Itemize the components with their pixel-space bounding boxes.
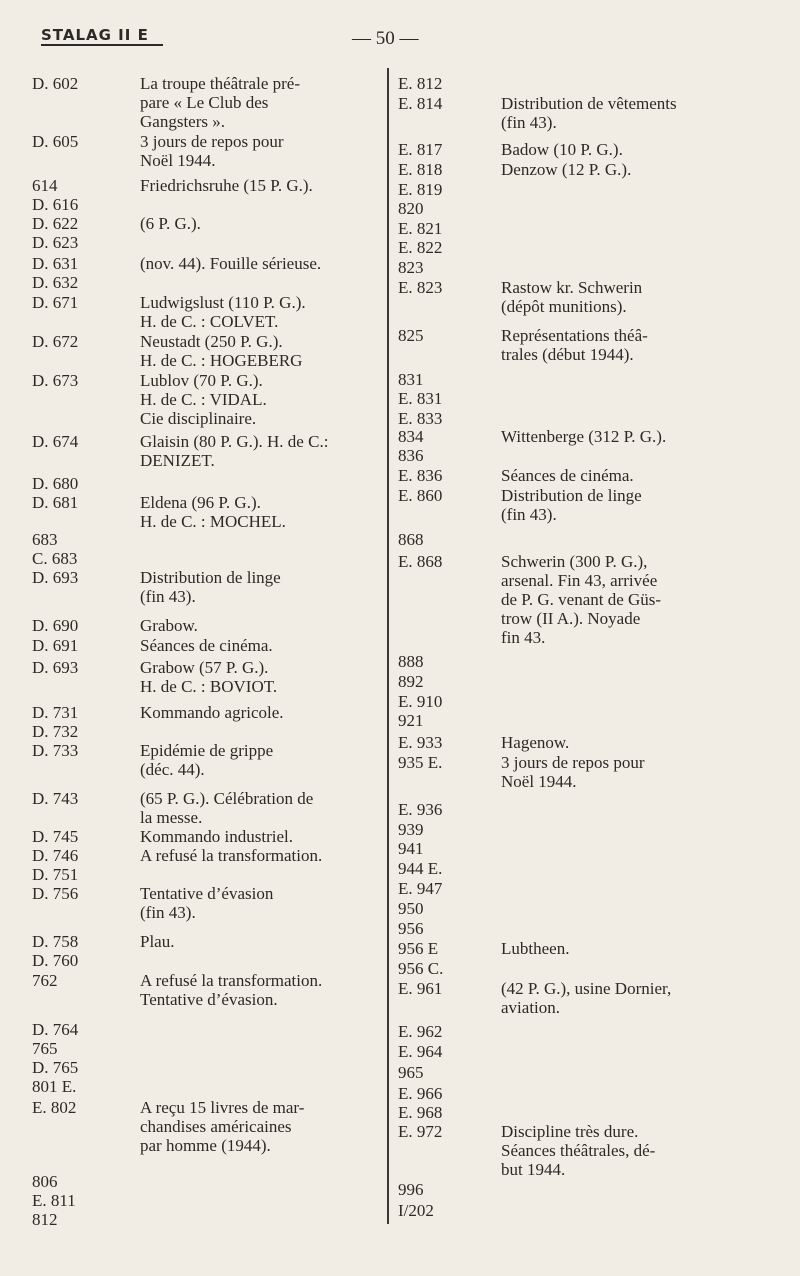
entry-code: E. 933 bbox=[398, 733, 443, 752]
entry-row bbox=[32, 703, 382, 722]
entry-code: D. 732 bbox=[32, 722, 79, 741]
entry-row bbox=[32, 371, 382, 428]
entry-description: Distribution de linge (fin 43). bbox=[140, 568, 281, 606]
entry-code: E. 968 bbox=[398, 1103, 443, 1122]
entry-code: E. 818 bbox=[398, 160, 443, 179]
entry-row bbox=[398, 753, 796, 791]
entry-code: 892 bbox=[398, 672, 424, 691]
column-divider bbox=[387, 68, 389, 1224]
entry-description: Friedrichsruhe (15 P. G.). bbox=[140, 176, 313, 195]
entry-row bbox=[398, 466, 796, 485]
entry-code: 944 E. bbox=[398, 859, 443, 878]
entry-code: D. 674 bbox=[32, 432, 79, 451]
entry-description: A refusé la transformation. bbox=[140, 846, 323, 865]
entry-code: I/202 bbox=[398, 1201, 434, 1220]
entry-description: (6 P. G.). bbox=[140, 214, 201, 233]
entry-description: Plau. bbox=[140, 932, 175, 951]
entry-row bbox=[398, 552, 796, 647]
entry-code: D. 605 bbox=[32, 132, 79, 151]
entry-code: E. 910 bbox=[398, 692, 443, 711]
entry-code: D. 731 bbox=[32, 703, 79, 722]
section-title: STALAG II E bbox=[41, 26, 149, 44]
entry-description: Denzow (12 P. G.). bbox=[501, 160, 632, 179]
entry-description: Hagenow. bbox=[501, 733, 570, 752]
entry-code: 836 bbox=[398, 446, 424, 465]
entry-row bbox=[398, 733, 796, 752]
entry-code: E. 836 bbox=[398, 466, 443, 485]
entry-row bbox=[398, 979, 796, 1017]
entry-code: D. 690 bbox=[32, 616, 79, 635]
entry-description: Lublov (70 P. G.). H. de C. : VIDAL. Cie disciplinaire. bbox=[140, 371, 267, 428]
entry-description: Schwerin (300 P. G.), arsenal. Fin 43, arrivée de P. G. venant de Güs- trow (II A.). Noyade fin 43. bbox=[501, 552, 662, 647]
entry-code: D. 756 bbox=[32, 884, 79, 903]
entry-description: Distribution de vêtements (fin 43). bbox=[501, 94, 677, 132]
entry-row bbox=[32, 971, 382, 1009]
entry-code: E. 860 bbox=[398, 486, 443, 505]
entry-code: 956 C. bbox=[398, 959, 444, 978]
entry-code: 996 bbox=[398, 1180, 424, 1199]
entry-code: D. 693 bbox=[32, 658, 79, 677]
entry-row bbox=[32, 254, 382, 273]
entry-code: D. 672 bbox=[32, 332, 79, 351]
entry-code: 956 bbox=[398, 919, 424, 938]
entry-description: Tentative d’évasion (fin 43). bbox=[140, 884, 274, 922]
entry-code: 614 bbox=[32, 176, 58, 195]
entry-row bbox=[32, 74, 382, 131]
entry-code: D. 632 bbox=[32, 273, 79, 292]
entry-row bbox=[32, 846, 382, 865]
entry-code: E. 833 bbox=[398, 409, 443, 428]
entry-description: Représentations théâ- trales (début 1944). bbox=[501, 326, 648, 364]
entry-code: D. 743 bbox=[32, 789, 79, 808]
entry-code: D. 622 bbox=[32, 214, 79, 233]
entry-row bbox=[32, 132, 382, 170]
entry-row bbox=[32, 493, 382, 531]
entry-description: Rastow kr. Schwerin (dépôt munitions). bbox=[501, 278, 643, 316]
entry-code: D. 751 bbox=[32, 865, 79, 884]
entry-code: D. 673 bbox=[32, 371, 79, 390]
entry-row bbox=[398, 939, 796, 958]
entry-description: Kommando agricole. bbox=[140, 703, 284, 722]
entry-description: Badow (10 P. G.). bbox=[501, 140, 623, 159]
entry-code: 823 bbox=[398, 258, 424, 277]
entry-row bbox=[32, 176, 382, 195]
entry-row bbox=[32, 789, 382, 827]
entry-code: D. 631 bbox=[32, 254, 79, 273]
entry-row bbox=[32, 616, 382, 635]
entry-code: E. 964 bbox=[398, 1042, 443, 1061]
entry-row bbox=[398, 160, 796, 179]
entry-code: D. 760 bbox=[32, 951, 79, 970]
entry-code: E. 961 bbox=[398, 979, 443, 998]
entry-code: 765 bbox=[32, 1039, 58, 1058]
entry-description: A reçu 15 livres de mar- chandises américaines par homme (1944). bbox=[140, 1098, 305, 1155]
entry-code: 801 E. bbox=[32, 1077, 77, 1096]
entry-row bbox=[398, 326, 796, 364]
entry-description: A refusé la transformation. Tentative d’évasion. bbox=[140, 971, 323, 1009]
entry-row bbox=[32, 293, 382, 331]
entry-description: Séances de cinéma. bbox=[501, 466, 634, 485]
entry-description: Lubtheen. bbox=[501, 939, 570, 958]
entry-code: E. 817 bbox=[398, 140, 443, 159]
entry-code: D. 691 bbox=[32, 636, 79, 655]
entry-code: E. 822 bbox=[398, 238, 443, 257]
entry-code: D. 758 bbox=[32, 932, 79, 951]
entry-code: D. 671 bbox=[32, 293, 79, 312]
entry-code: 939 bbox=[398, 820, 424, 839]
entry-description: 3 jours de repos pour Noël 1944. bbox=[501, 753, 645, 791]
entry-code: 868 bbox=[398, 530, 424, 549]
entry-row bbox=[398, 1122, 796, 1179]
entry-code: D. 623 bbox=[32, 233, 79, 252]
entry-code: 762 bbox=[32, 971, 58, 990]
entry-description: Ludwigslust (110 P. G.). H. de C. : COLVET. bbox=[140, 293, 306, 331]
entry-code: E. 947 bbox=[398, 879, 443, 898]
entry-code: 820 bbox=[398, 199, 424, 218]
entry-code: E. 819 bbox=[398, 180, 443, 199]
entry-row bbox=[32, 332, 382, 370]
entry-description: (65 P. G.). Célébration de la messe. bbox=[140, 789, 314, 827]
entry-row bbox=[32, 636, 382, 655]
entry-row bbox=[398, 486, 796, 524]
entry-code: 935 E. bbox=[398, 753, 443, 772]
entry-row bbox=[398, 94, 796, 132]
section-title-underline bbox=[41, 44, 163, 46]
entry-row bbox=[32, 932, 382, 951]
entry-row bbox=[32, 568, 382, 606]
entry-code: E. 936 bbox=[398, 800, 443, 819]
entry-description: Grabow. bbox=[140, 616, 198, 635]
entry-code: D. 602 bbox=[32, 74, 79, 93]
entry-code: D. 765 bbox=[32, 1058, 79, 1077]
entry-description: Neustadt (250 P. G.). H. de C. : HOGEBERG bbox=[140, 332, 303, 370]
entry-description: Glaisin (80 P. G.). H. de C.: DENIZET. bbox=[140, 432, 329, 470]
entry-code: 965 bbox=[398, 1063, 424, 1082]
entry-code: D. 681 bbox=[32, 493, 79, 512]
entry-code: C. 683 bbox=[32, 549, 78, 568]
entry-row bbox=[398, 278, 796, 316]
page-number: — 50 — bbox=[352, 28, 419, 49]
entry-code: 812 bbox=[32, 1210, 58, 1229]
entry-row bbox=[32, 1098, 382, 1155]
entry-row bbox=[398, 140, 796, 159]
entry-code: D. 693 bbox=[32, 568, 79, 587]
entry-row bbox=[32, 741, 382, 779]
entry-description: (nov. 44). Fouille sérieuse. bbox=[140, 254, 322, 273]
entry-code: E. 821 bbox=[398, 219, 443, 238]
entry-description: 3 jours de repos pour Noël 1944. bbox=[140, 132, 284, 170]
entry-code: E. 966 bbox=[398, 1084, 443, 1103]
entry-description: Grabow (57 P. G.). H. de C. : BOVIOT. bbox=[140, 658, 278, 696]
entry-description: Discipline très dure. Séances théâtrales, dé- but 1944. bbox=[501, 1122, 656, 1179]
entry-code: 831 bbox=[398, 370, 424, 389]
entry-code: D. 616 bbox=[32, 195, 79, 214]
entry-code: E. 823 bbox=[398, 278, 443, 297]
entry-code: D. 680 bbox=[32, 474, 79, 493]
entry-row bbox=[32, 432, 382, 470]
entry-code: 956 E bbox=[398, 939, 439, 958]
entry-code: E. 831 bbox=[398, 389, 443, 408]
entry-description: Wittenberge (312 P. G.). bbox=[501, 427, 667, 446]
entry-description: Séances de cinéma. bbox=[140, 636, 273, 655]
entry-code: 825 bbox=[398, 326, 424, 345]
entry-code: E. 972 bbox=[398, 1122, 443, 1141]
entry-row bbox=[32, 658, 382, 696]
entry-row bbox=[32, 214, 382, 233]
entry-code: 888 bbox=[398, 652, 424, 671]
entry-description: Epidémie de grippe (déc. 44). bbox=[140, 741, 274, 779]
entry-code: 950 bbox=[398, 899, 424, 918]
entry-code: 806 bbox=[32, 1172, 58, 1191]
entry-code: D. 745 bbox=[32, 827, 79, 846]
entry-row bbox=[398, 427, 796, 446]
entry-code: 834 bbox=[398, 427, 424, 446]
entry-description: Eldena (96 P. G.). H. de C. : MOCHEL. bbox=[140, 493, 286, 531]
entry-code: E. 962 bbox=[398, 1022, 443, 1041]
entry-description: Distribution de linge (fin 43). bbox=[501, 486, 642, 524]
entry-code: D. 764 bbox=[32, 1020, 79, 1039]
entry-code: D. 733 bbox=[32, 741, 79, 760]
entry-description: (42 P. G.), usine Dornier, aviation. bbox=[501, 979, 672, 1017]
entry-code: E. 814 bbox=[398, 94, 443, 113]
entry-code: E. 812 bbox=[398, 74, 443, 93]
entry-description: La troupe théâtrale pré- pare « Le Club des Gangsters ». bbox=[140, 74, 300, 131]
entry-code: 941 bbox=[398, 839, 424, 858]
entry-code: 921 bbox=[398, 711, 424, 730]
entry-code: E. 868 bbox=[398, 552, 443, 571]
entry-code: E. 802 bbox=[32, 1098, 77, 1117]
entry-code: E. 811 bbox=[32, 1191, 76, 1210]
entry-description: Kommando industriel. bbox=[140, 827, 293, 846]
entry-code: D. 746 bbox=[32, 846, 79, 865]
entry-code: 683 bbox=[32, 530, 58, 549]
entry-row bbox=[32, 884, 382, 922]
entry-row bbox=[32, 827, 382, 846]
